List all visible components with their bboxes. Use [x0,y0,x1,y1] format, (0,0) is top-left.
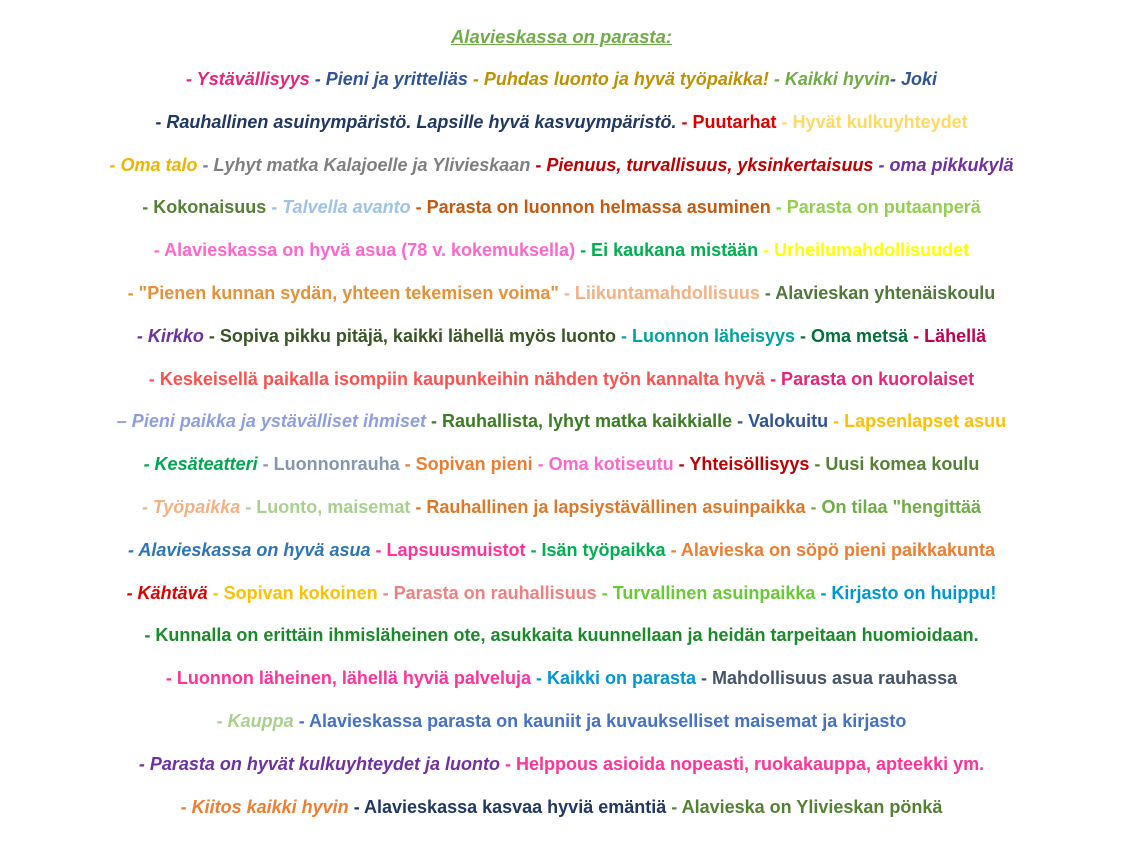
quote-segment: - Lapsenlapset asuu [833,411,1007,432]
quote-segment: - Parasta on hyvät kulkuyhteydet ja luonto [138,753,505,774]
quote-segment: - Parasta on putaanperä [775,197,981,218]
quote-segment: - Luonto, maisemat [245,496,416,517]
text-line [0,624,1123,667]
quote-segment: - Luonnon läheisyys [621,325,801,346]
quote-segment: - Parasta on rauhallisuus [382,582,602,603]
quote-segment: - Kähtävä [126,582,213,603]
quote-segment: - oma pikkukylä [878,154,1014,175]
quote-segment: - Puutarhat [681,111,782,132]
text-line [0,496,1123,539]
quote-segment: - Rauhallinen ja lapsiystävällinen asuinpaikka [415,496,811,517]
quote-segment: - Luonnon läheinen, lähellä hyviä palveluja [165,668,536,689]
quote-segment: - Alavieskan yhtenäiskoulu [764,282,996,303]
quote-segment: - Alavieskassa parasta on kauniit ja kuvaukselliset maisemat ja kirjasto [298,710,907,731]
quote-segment: - Luonnonrauha [262,454,405,475]
quote-segment: - Sopivan pieni [404,454,538,475]
text-line [0,111,1123,154]
quote-segment: - Työpaikka [141,496,246,517]
text-line [0,196,1123,239]
text-line [0,667,1123,710]
quote-segment: - Hyvät kulkuyhteydet [781,111,968,132]
text-line [0,453,1123,496]
quote-segment: - Lapsuusmuistot [375,539,531,560]
quote-segment: - Oma talo [109,154,203,175]
quote-segment: - Kirkko [136,325,209,346]
quote-segment: - Sopivan kokoinen [212,582,383,603]
text-line [0,325,1123,368]
quote-segment: - Uusi komea koulu [814,454,980,475]
quote-segment: - Alavieskassa on hyvä asua (78 v. kokemuksella) [153,240,581,261]
quote-segment: - Liikuntamahdollisuus [563,282,765,303]
text-line [0,410,1123,453]
quote-segment: - Rauhallista, lyhyt matka kaikkialle [430,411,738,432]
text-line [0,796,1123,839]
text-line [0,368,1123,411]
quote-segment: - Puhdas luonto ja hyvä työpaikka! [472,69,774,89]
quote-segment: - Turvallinen asuinpaikka [601,582,821,603]
quote-segment: - Parasta on luonnon helmassa asuminen [415,197,776,218]
quote-segment: - Ei kaukana mistään [580,240,764,261]
quote-segment: - Rauhallinen asuinympäristö. Lapsille hyvä kasvuympäristö. [155,111,682,132]
page-title: Alavieskassa on parasta: [450,26,673,47]
quote-segment: - Isän työpaikka [530,539,671,560]
quote-segment: - Mahdollisuus asua rauhassa [701,668,958,689]
text-line [0,68,1123,111]
quote-segment: - Lyhyt matka Kalajoelle ja Ylivieskaan [202,154,536,175]
text-line [0,582,1123,625]
quote-segment: - Talvella avanto [271,197,416,218]
text-line [0,710,1123,753]
quote-segment: - Oma kotiseutu [537,454,679,475]
quote-segment: - Keskeisellä paikalla isompiin kaupunkeihin nähden työn kannalta hyvä [148,368,771,389]
quote-segment: - Kokonaisuus [142,197,272,218]
quote-segment: - Kunnalla on erittäin ihmisläheinen ote, asukkaita kuunnellaan ja heidän tarpeitaan huomioidaan. [144,625,979,646]
quote-segment: - Urheilumahdollisuudet [763,240,970,261]
quote-segment: - Alavieska on Ylivieskan pönkä [671,796,943,817]
quote-segment: – Pieni paikka ja ystävälliset ihmiset [116,411,431,432]
quote-segment: - Pieni ja yritteliäs [314,69,473,89]
quote-segment: - Kauppa [216,710,299,731]
quote-segment: - Alavieskassa kasvaa hyviä emäntiä [353,796,672,817]
quote-lines [0,68,1123,838]
text-line [0,753,1123,796]
quote-segment: - Helppous asioida nopeasti, ruokakauppa, apteekki ym. [504,753,985,774]
quote-segment: - Sopiva pikku pitäjä, kaikki lähellä myös luonto [208,325,622,346]
quote-segment: - Alavieskassa on hyvä asua [128,539,376,560]
text-line [0,154,1123,197]
quote-segment: - "Pienen kunnan sydän, yhteen tekemisen voima" [127,282,564,303]
quote-segment: - Lähellä [913,325,987,346]
quote-segment: - Alavieska on söpö pieni paikkakunta [670,539,995,560]
quote-segment: - Ystävällisyys [186,69,315,89]
quote-segment: - Valokuitu [737,411,834,432]
quote-segment: - Kaikki hyvin [773,69,890,89]
quote-segment: - Kesäteatteri [143,454,263,475]
quote-segment: - Pienuus, turvallisuus, yksinkertaisuus [535,154,879,175]
text-line [0,239,1123,282]
text-line [0,539,1123,582]
quote-segment: - Parasta on kuorolaiset [770,368,975,389]
quote-segment: - Oma metsä [800,325,914,346]
quote-segment: - Kiitos kaikki hyvin [180,796,354,817]
quote-segment: - On tilaa "hengittää [810,496,982,517]
text-line [0,282,1123,325]
quote-segment: - Joki [889,69,937,89]
quote-segment: - Yhteisöllisyys [678,454,815,475]
quote-segment: - Kaikki on parasta [535,668,702,689]
quote-segment: - Kirjasto on huippu! [820,582,997,603]
